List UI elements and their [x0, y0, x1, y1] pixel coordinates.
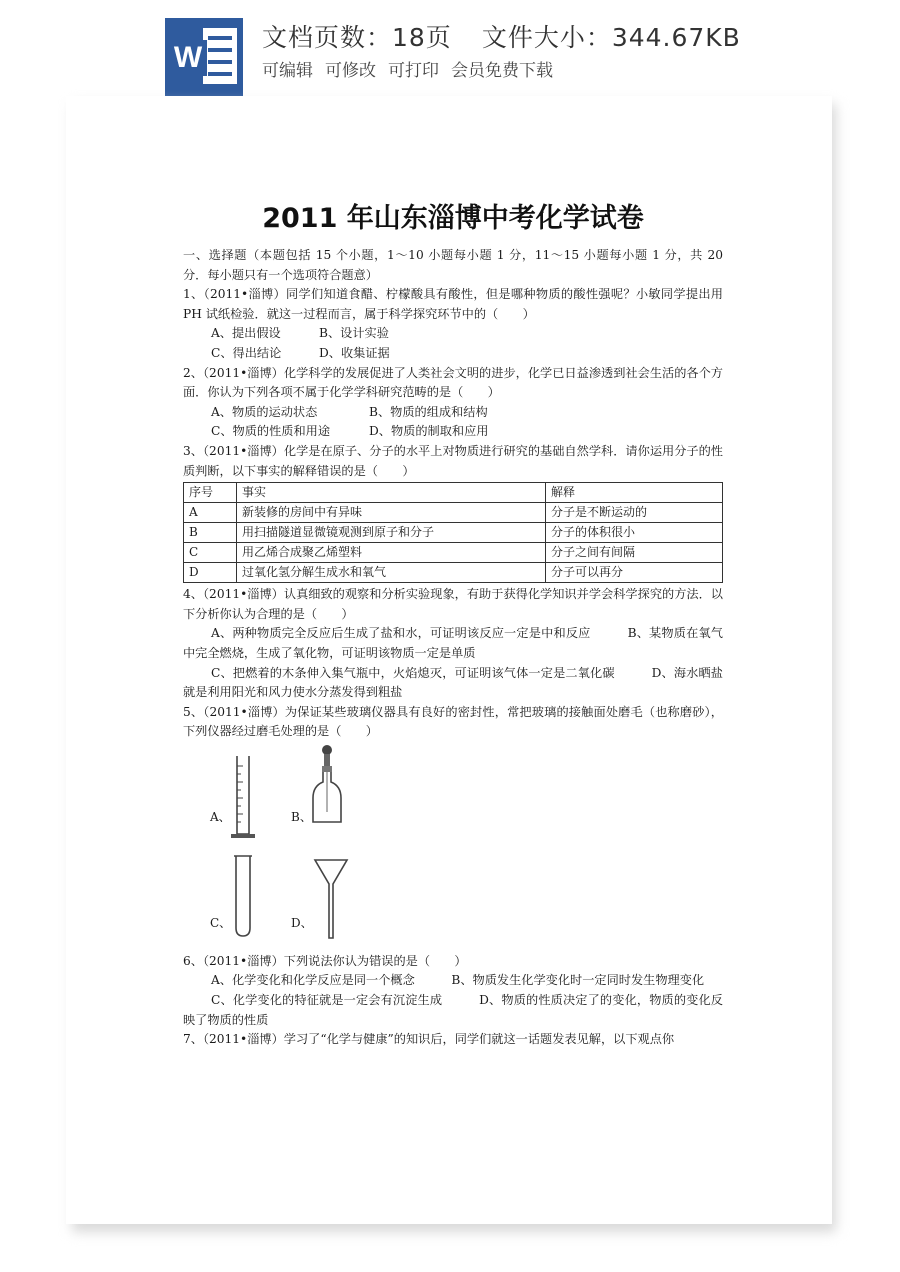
feature-printable: 可打印 — [388, 61, 439, 81]
option-b: B、物质的组成和结构 — [369, 404, 488, 419]
table-header-row — [184, 483, 723, 503]
section-heading: 一、选择题（本题包括 15 个小题，1～10 小题每小题 1 分，11～15 小题每小题 1 分，共 20 分．每小题只有一个选项符合题意） — [183, 248, 723, 282]
document-title: 2011 年山东淄博中考化学试卷 — [262, 203, 644, 234]
graduated-cylinder-icon — [223, 752, 263, 842]
option-d: D、收集证据 — [319, 345, 390, 360]
table-cell: 用扫描隧道显微镜观测到原子和分子 — [237, 523, 546, 543]
header-cell: 序号 — [184, 483, 237, 503]
header-cell: 事实 — [237, 483, 546, 503]
question-7-stem: 7、（2011•淄博）学习了“化学与健康”的知识后，同学们就这一话题发表见解，以下观点你 — [183, 1032, 675, 1047]
question-6-stem: 6、（2011•淄博）下列说法你认为错误的是（ ） — [183, 953, 467, 968]
table-row — [184, 563, 723, 583]
feature-modifiable: 可修改 — [325, 61, 376, 81]
feature-list — [262, 56, 565, 81]
header-cell: 解释 — [546, 483, 723, 503]
question-5-stem: 5、（2011•淄博）为保证某些玻璃仪器具有良好的密封性，常把玻璃的接触面处磨毛（也称磨砂），下列仪器经过磨毛处理的是（ ） — [183, 704, 723, 739]
figure-label-c: C、 — [210, 915, 232, 930]
question-1-stem: 1、（2011•淄博）同学们知道食醋、柠檬酸具有酸性，但是哪种物质的酸性强呢？小敏同学提出用 PH 试纸检验．就这一过程而言，属于科学探究环节中的（ ） — [183, 287, 723, 321]
option-a: A、提出假设 — [211, 326, 281, 341]
figure-label-b: B、 — [291, 809, 312, 824]
table-cell: 分子之间有间隔 — [546, 543, 723, 563]
table-row — [184, 523, 723, 543]
question-6-options-cd: C、化学变化的特征就是一定会有沉淀生成 D、物质的性质决定了的变化，物质的变化反映了物质的性质 — [183, 993, 723, 1027]
question-2-options-cd — [183, 422, 723, 442]
table-row — [184, 503, 723, 523]
figure-label-a: A、 — [210, 809, 231, 824]
figure-label-d: D、 — [291, 915, 313, 930]
file-info — [262, 18, 741, 54]
feature-editable: 可编辑 — [262, 61, 313, 81]
test-tube-icon — [228, 852, 258, 942]
table-cell: B — [184, 523, 237, 543]
option-c: C、得出结论 — [211, 345, 282, 360]
table-cell: 用乙烯合成聚乙烯塑料 — [237, 543, 546, 563]
question-3-stem: 3、（2011•淄博）化学是在原子、分子的水平上对物质进行研究的基础自然学科．请你运用分子的性质判断，以下事实的解释错误的是（ ） — [183, 443, 723, 478]
table-cell: 过氧化氢分解生成水和氧气 — [237, 563, 546, 583]
feature-member-download: 会员免费下载 — [451, 61, 553, 81]
table-cell: C — [184, 543, 237, 563]
question-4-options-cd: C、把燃着的木条伸入集气瓶中，火焰熄灭，可证明该气体一定是二氧化碳 D、海水晒盐就是利用阳光和风力使水分蒸发得到粗盐 — [183, 665, 723, 700]
table-cell: 分子的体积很小 — [546, 523, 723, 543]
dropper-bottle-icon — [307, 742, 347, 832]
question-4-stem: 4、（2011•淄博）认真细致的观察和分析实验现象，有助于获得化学知识并学会科学探究的方法．以下分析你认为合理的是（ ） — [183, 587, 723, 621]
question-6-options-ab: A、化学变化和化学反应是同一个概念 B、物质发生化学变化时一定同时发生物理变化 — [211, 973, 705, 988]
table-cell: D — [184, 563, 237, 583]
file-size: 文件大小：344.67KB — [481, 23, 741, 52]
download-banner — [0, 0, 900, 96]
page-count: 文档页数：18页 — [262, 23, 452, 52]
question-4-options-ab: A、两种物质完全反应后生成了盐和水，可证明该反应一定是中和反应 B、某物质在氧气中完全燃烧，生成了氧化物，可证明该物质一定是单质 — [183, 626, 723, 660]
table-cell: 分子是不断运动的 — [546, 503, 723, 523]
question-1-options-ab — [183, 324, 723, 344]
table-cell: 分子可以再分 — [546, 563, 723, 583]
table-row — [184, 543, 723, 563]
document-content — [183, 196, 723, 1050]
option-d: D、物质的制取和应用 — [369, 424, 489, 439]
option-a: A、物质的运动状态 — [211, 404, 318, 419]
question-1-options-cd — [183, 344, 723, 364]
question-2-options-ab — [183, 403, 723, 423]
question-2-stem: 2、（2011•淄博）化学科学的发展促进了人类社会文明的进步，化学已日益渗透到社会生活的各个方面．你认为下列各项不属于化学学科研究范畴的是（ ） — [183, 365, 723, 400]
word-document-icon: W — [165, 18, 243, 96]
table-cell: A — [184, 503, 237, 523]
option-c: C、物质的性质和用途 — [211, 424, 331, 439]
table-cell: 新装修的房间中有异味 — [237, 503, 546, 523]
funnel-icon — [311, 854, 351, 944]
option-b: B、设计实验 — [319, 326, 389, 341]
question-3-table — [183, 482, 723, 583]
question-5-figures — [183, 742, 723, 952]
